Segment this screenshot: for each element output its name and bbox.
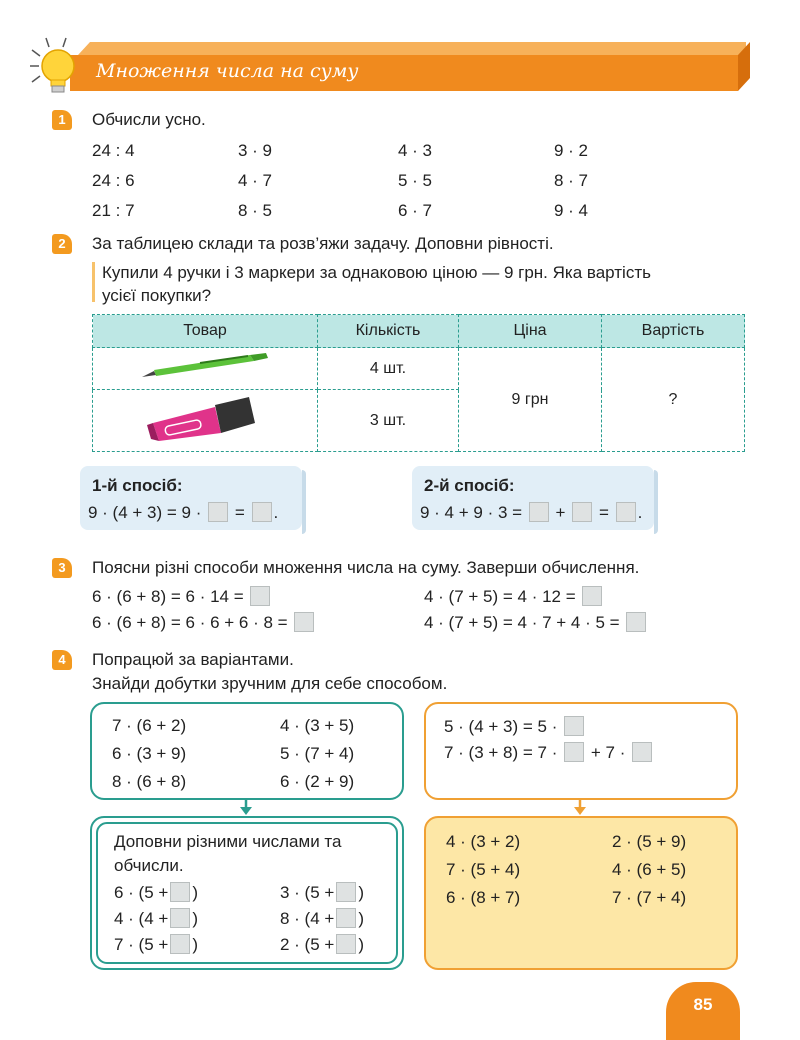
equation-part: 9 · (4 + 3) = 9 · <box>88 503 202 522</box>
equation-part: 2 · (5 + <box>280 935 335 954</box>
expression: 8 · 7 <box>554 171 589 190</box>
answer-box[interactable] <box>582 586 602 606</box>
expression: 6 · (2 + 9) <box>280 772 355 791</box>
expression: 8 · 5 <box>238 201 273 220</box>
equation-part: 6 · (5 + <box>114 883 169 902</box>
equation-left-1 <box>92 586 272 607</box>
expression: 24 : 6 <box>92 171 135 190</box>
cost-cell: ? <box>602 348 745 452</box>
equation-part: 6 · (6 + 8) = 6 · 6 + 6 · 8 = <box>92 613 288 632</box>
price-cell: 9 грн <box>459 348 602 452</box>
problem-text-line-2: усієї покупки? <box>102 286 212 305</box>
fill-expression <box>280 882 364 903</box>
goods-table <box>92 314 745 452</box>
way-2-title: 2-й спосіб: <box>424 476 515 495</box>
equation-part: = <box>598 503 609 522</box>
marker-icon <box>145 393 265 443</box>
answer-box[interactable] <box>294 612 314 632</box>
answer-box[interactable] <box>572 502 592 522</box>
exercise-number-4: 4 <box>52 650 72 670</box>
expression: 7 · (6 + 2) <box>112 716 187 735</box>
equation-part: 5 · (4 + 3) = 5 · <box>444 717 558 736</box>
equation-part: 4 · (7 + 5) = 4 · 7 + 4 · 5 = <box>424 613 620 632</box>
expression: 24 : 4 <box>92 141 135 160</box>
exercise-3-title: Поясни різні способи множення числа на суму. Заверши обчислення. <box>92 558 640 577</box>
page-number: 85 <box>666 982 740 1040</box>
header-cost: Вартість <box>602 315 745 348</box>
equation-part: ) <box>192 935 199 954</box>
answer-box[interactable] <box>616 502 636 522</box>
expression: 6 · 7 <box>398 201 433 220</box>
fill-expression <box>114 882 198 903</box>
equation-part: ) <box>358 935 365 954</box>
expression: 8 · (6 + 8) <box>112 772 187 791</box>
way-2-box <box>412 466 654 530</box>
expression: 4 · (6 + 5) <box>612 860 687 879</box>
fill-expression <box>114 934 198 955</box>
expression: 6 · (8 + 7) <box>446 888 521 907</box>
equation-part: 7 · (3 + 8) = 7 · <box>444 743 558 762</box>
marker-cell <box>93 390 318 452</box>
way-1-box <box>80 466 302 530</box>
way-1-title: 1-й спосіб: <box>92 476 183 495</box>
equation-part: ) <box>192 909 199 928</box>
quantity-markers: 3 шт. <box>318 390 459 452</box>
answer-box[interactable] <box>208 502 228 522</box>
equation-right-1 <box>424 586 604 607</box>
expression: 4 · 3 <box>398 141 433 160</box>
expression: 9 · 4 <box>554 201 589 220</box>
expression: 9 · 2 <box>554 141 589 160</box>
equation-part: = <box>234 503 245 522</box>
expression: 5 · 5 <box>398 171 433 190</box>
variant-1-answer-box <box>90 816 404 970</box>
pen-icon <box>140 351 270 381</box>
equation-part: . <box>637 503 643 522</box>
expression: 4 · (3 + 2) <box>446 832 521 851</box>
variant-2-answer-box <box>424 816 738 970</box>
header-price: Ціна <box>459 315 602 348</box>
exercise-2-title: За таблицею склади та розв’яжи задачу. Доповни рівності. <box>92 234 554 253</box>
section-title: Множення числа на суму <box>96 60 359 82</box>
equation-part: 4 · (7 + 5) = 4 · 12 = <box>424 587 576 606</box>
equation-part: 8 · (4 + <box>280 909 335 928</box>
answer-box[interactable] <box>626 612 646 632</box>
exercise-number-2: 2 <box>52 234 72 254</box>
problem-bar <box>92 262 95 302</box>
equation-part: 6 · (6 + 8) = 6 · 14 = <box>92 587 244 606</box>
answer-box[interactable] <box>564 742 584 762</box>
arrow-down-icon <box>238 798 254 816</box>
answer-box[interactable] <box>564 716 584 736</box>
equation-part: + <box>555 503 566 522</box>
way-2-equation <box>420 502 642 523</box>
answer-box[interactable] <box>336 934 356 954</box>
exercise-number-1: 1 <box>52 110 72 130</box>
equation <box>444 716 586 737</box>
quantity-pens: 4 шт. <box>318 348 459 390</box>
answer-box[interactable] <box>336 908 356 928</box>
answer-box[interactable] <box>529 502 549 522</box>
arrow-down-icon <box>572 798 588 816</box>
answer-box[interactable] <box>336 882 356 902</box>
header-product: Товар <box>93 315 318 348</box>
exercise-4-title-1: Попрацюй за варіантами. <box>92 650 294 669</box>
exercise-number-3: 3 <box>52 558 72 578</box>
equation-right-2 <box>424 612 648 633</box>
table-header-row <box>93 315 745 348</box>
equation-part: ) <box>358 883 365 902</box>
expression: 6 · (3 + 9) <box>112 744 187 763</box>
variant-2-task-box <box>424 702 738 800</box>
equation-part: ) <box>358 909 365 928</box>
equation-part: 3 · (5 + <box>280 883 335 902</box>
expression: 4 · 7 <box>238 171 273 190</box>
expression: 3 · 9 <box>238 141 273 160</box>
equation-part: 9 · 4 + 9 · 3 = <box>420 503 523 522</box>
lightbulb-icon <box>28 36 86 98</box>
way-1-equation <box>88 502 278 523</box>
expression: 7 · (5 + 4) <box>446 860 521 879</box>
equation-part: 7 · (5 + <box>114 935 169 954</box>
expression: 2 · (5 + 9) <box>612 832 687 851</box>
fill-expression <box>280 934 364 955</box>
expression: 4 · (3 + 5) <box>280 716 355 735</box>
pen-cell <box>93 348 318 390</box>
answer-box[interactable] <box>170 882 190 902</box>
exercise-1-title: Обчисли усно. <box>92 110 206 129</box>
answer-box[interactable] <box>170 934 190 954</box>
table-row <box>93 348 745 390</box>
answer-box[interactable] <box>632 742 652 762</box>
equation <box>444 742 654 763</box>
fill-expression <box>280 908 364 929</box>
equation-part: + 7 · <box>590 743 626 762</box>
equation-part: ) <box>192 883 199 902</box>
equation-part: . <box>273 503 279 522</box>
variant-1-task-box <box>90 702 404 800</box>
problem-text-line-1: Купили 4 ручки і 3 маркери за однаковою ціною — 9 грн. Яка вартість <box>102 263 651 282</box>
exercise-4-title-2: Знайди добутки зручним для себе способом. <box>92 674 448 693</box>
expression: 21 : 7 <box>92 201 135 220</box>
header-quantity: Кількість <box>318 315 459 348</box>
fill-expression <box>114 908 198 929</box>
instruction-line-2: обчисли. <box>114 856 184 875</box>
answer-box[interactable] <box>250 586 270 606</box>
equation-part: 4 · (4 + <box>114 909 169 928</box>
answer-box[interactable] <box>170 908 190 928</box>
instruction-line-1: Доповни різними числами та <box>114 832 342 851</box>
answer-box[interactable] <box>252 502 272 522</box>
banner-top-face <box>78 42 746 55</box>
equation-left-2 <box>92 612 316 633</box>
expression: 5 · (7 + 4) <box>280 744 355 763</box>
expression: 7 · (7 + 4) <box>612 888 687 907</box>
